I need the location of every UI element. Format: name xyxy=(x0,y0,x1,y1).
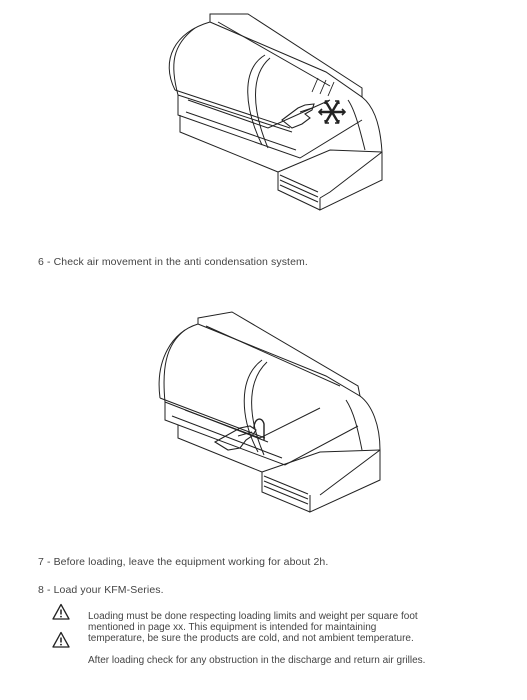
loading-note-line-1: Loading must be done respecting loading limits and weight per square foot xyxy=(88,611,418,622)
step-8-text: 8 - Load your KFM-Series. xyxy=(38,584,164,596)
warning-triangle-icon xyxy=(52,631,70,649)
loading-warning-note xyxy=(88,611,418,644)
after-loading-note: After loading check for any obstruction in the discharge and return air grilles. xyxy=(88,655,426,666)
step-7-text: 7 - Before loading, leave the equipment working for about 2h. xyxy=(38,556,329,568)
step-6-text: 6 - Check air movement in the anti condensation system. xyxy=(38,256,308,268)
display-case-illustration-2 xyxy=(0,300,527,540)
warning-triangle-icon xyxy=(52,603,70,621)
display-case-illustration-1 xyxy=(0,0,527,240)
loading-note-line-3: temperature, be sure the products are cold, and not ambient temperature. xyxy=(88,633,414,644)
loading-note-line-2: mentioned in page xx. This equipment is intended for maintaining xyxy=(88,622,377,633)
